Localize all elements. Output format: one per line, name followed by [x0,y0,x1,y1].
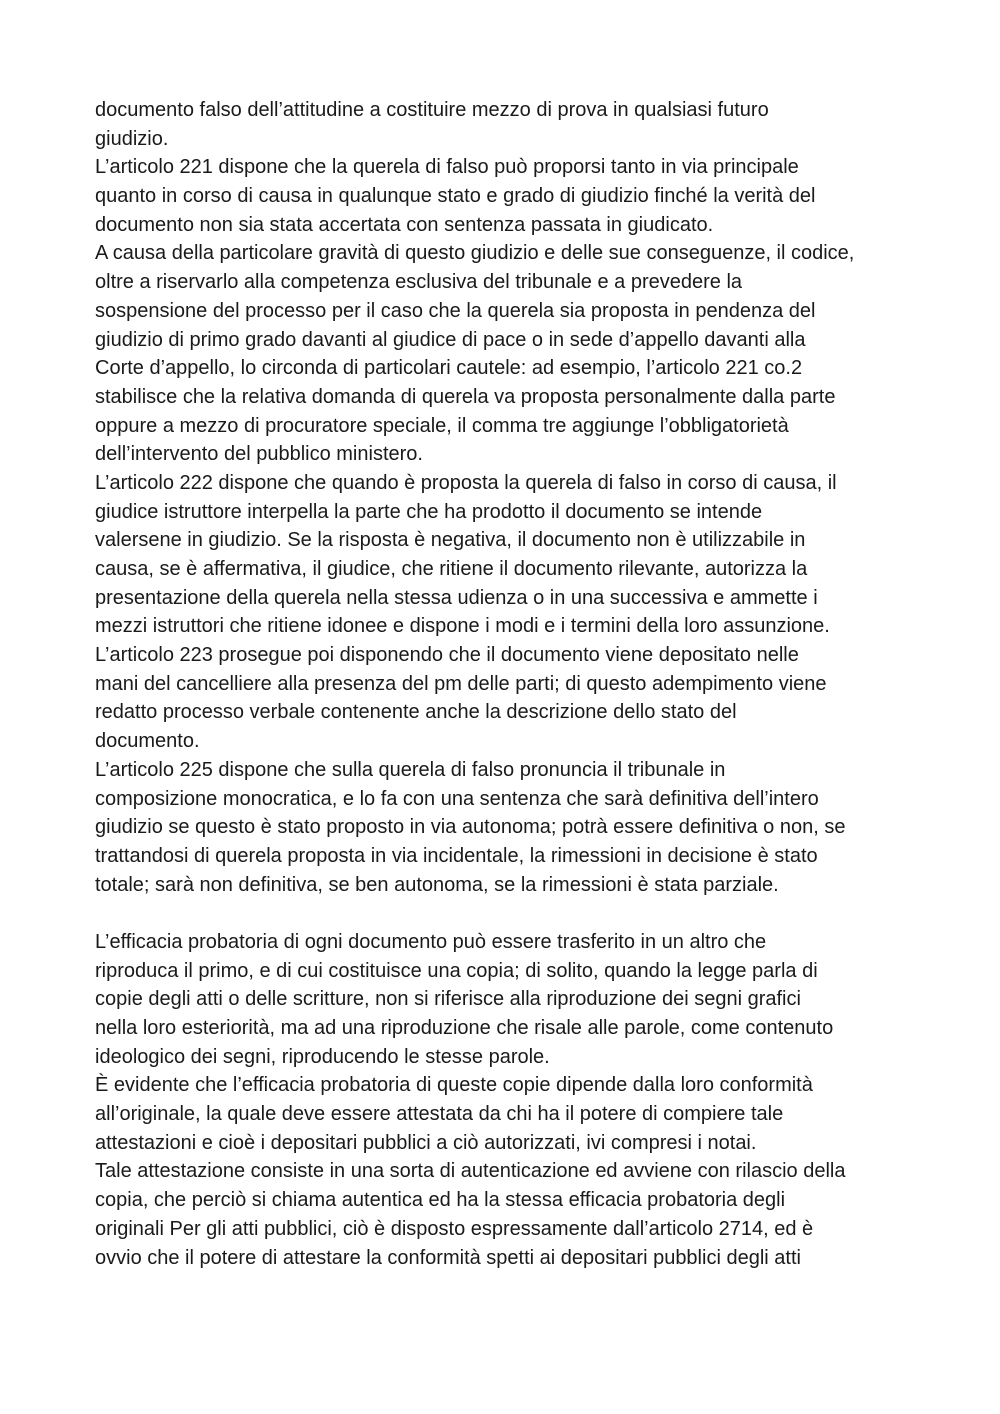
text-line: L’articolo 221 dispone che la querela di falso può proporsi tanto in via principale [95,156,799,179]
text-line: giudice istruttore interpella la parte che ha prodotto il documento se intende [95,500,763,523]
text-line: oltre a riservarlo alla competenza esclusiva del tribunale e a prevedere la [95,271,743,294]
text-line: giudizio se questo è stato proposto in via autonoma; potrà essere definitiva o non, se [95,816,846,839]
document-body [95,96,915,1272]
text-line: totale; sarà non definitiva, se ben autonoma, se la rimessioni è stata parziale. [95,873,779,896]
paragraph-gap [95,899,915,928]
text-line: giudizio di primo grado davanti al giudice di pace o in sede d’appello davanti alla [95,328,806,351]
text-line: ideologico dei segni, riproducendo le stesse parole. [95,1045,550,1068]
text-line: Tale attestazione consiste in una sorta di autenticazione ed avviene con rilascio della [95,1160,846,1183]
text-line: trattandosi di querela proposta in via incidentale, la rimessioni in decisione è stato [95,844,818,867]
text-line: mezzi istruttori che ritiene idonee e dispone i modi e i termini della loro assunzione. [95,615,830,638]
text-line: documento. [95,730,200,753]
text-line: quanto in corso di causa in qualunque stato e grado di giudizio finché la verità del [95,185,816,208]
text-line: mani del cancelliere alla presenza del pm delle parti; di questo adempimento viene [95,672,827,695]
text-line: ovvio che il potere di attestare la conformità spetti ai depositari pubblici degli atti [95,1246,801,1269]
text-line: nella loro esteriorità, ma ad una riproduzione che risale alle parole, come contenuto [95,1017,834,1039]
text-line: composizione monocratica, e lo fa con una sentenza che sarà definitiva dell’intero [95,787,819,810]
text-line: oppure a mezzo di procuratore speciale, il comma tre aggiunge l’obbligatorietà [95,414,789,437]
text-line: A causa della particolare gravità di questo giudizio e delle sue conseguenze, il codice, [95,242,855,265]
text-line: L’articolo 222 dispone che quando è proposta la querela di falso in corso di causa, il [95,471,837,494]
text-line: L’efficacia probatoria di ogni documento può essere trasferito in un altro che [95,930,767,953]
text-line: copie degli atti o delle scritture, non si riferisce alla riproduzione dei segni grafici [95,988,801,1011]
text-line: stabilisce che la relativa domanda di querela va proposta personalmente dalla parte [95,385,836,408]
text-line: presentazione della querela nella stessa udienza o in una successiva e ammette i [95,586,818,609]
text-line: valersene in giudizio. Se la risposta è negativa, il documento non è utilizzabile in [95,529,806,552]
text-line: dell’intervento del pubblico ministero. [95,443,423,466]
text-line: giudizio. [95,127,169,150]
text-line: L’articolo 223 prosegue poi disponendo che il documento viene depositato nelle [95,644,799,667]
text-line: documento non sia stata accertata con sentenza passata in giudicato. [95,213,714,236]
text-line: redatto processo verbale contenente anche la descrizione dello stato del [95,701,737,724]
text-line: copia, che perciò si chiama autentica ed ha la stessa efficacia probatoria degli [95,1189,786,1212]
text-line: sospensione del processo per il caso che la querela sia proposta in pendenza del [95,299,816,322]
text-line: riproduca il primo, e di cui costituisce una copia; di solito, quando la legge parla di [95,959,818,982]
text-line: documento falso dell’attitudine a costituire mezzo di prova in qualsiasi futuro [95,99,769,121]
text-line: L’articolo 225 dispone che sulla querela di falso pronuncia il tribunale in [95,758,726,781]
text-line: originali Per gli atti pubblici, ciò è disposto espressamente dall’articolo 2714, ed è [95,1217,814,1240]
text-line: all’originale, la quale deve essere attestata da chi ha il potere di compiere tale [95,1103,784,1126]
text-line: Corte d’appello, lo circonda di particolari cautele: ad esempio, l’articolo 221 co.2 [95,357,803,380]
text-line: È evidente che l’efficacia probatoria di queste copie dipende dalla loro conformità [95,1074,813,1097]
text-line: attestazioni e cioè i depositari pubblici a ciò autorizzati, ivi compresi i notai. [95,1131,757,1154]
text-line: causa, se è affermativa, il giudice, che ritiene il documento rilevante, autorizza la [95,558,808,580]
